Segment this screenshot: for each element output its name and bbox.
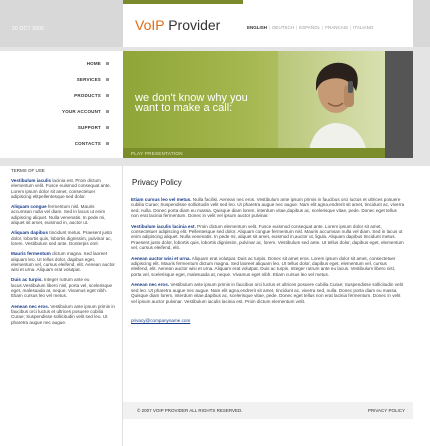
right-gutter bbox=[413, 166, 430, 446]
bullet-icon bbox=[106, 62, 109, 65]
content-paragraph bbox=[131, 256, 405, 278]
logo-voip-text: VoIP bbox=[135, 17, 165, 33]
hero-banner bbox=[123, 51, 385, 158]
sidebar-para-heading: Aliquam dapibus bbox=[11, 230, 49, 236]
lang-francais[interactable]: FRANCAIS bbox=[325, 25, 348, 30]
bullet-icon bbox=[106, 94, 109, 97]
sidebar-paragraph bbox=[11, 251, 115, 272]
bullet-icon bbox=[106, 110, 109, 113]
para-body: Nulla facilisi. Aenean nec eros. Vestibulum ante ipsum primis in faucibus orci luctus et ultrices posuere cubilia Curae; Suspendisse sollicitudin velit sed leo. Ut pharetra augue nec augue. Nam elit agna,endrerit sit amet, tincidunt ac, viverra sed, nulla. Donec porta diam eu massa. Quisque diam lorem, interdum vitae,dapibus ac, scelerisque vitae, pede. Donec eget tellus non erat lacinia fermentum. Donec in velit vel ipsum auctor pulvinar. bbox=[131, 197, 405, 219]
sidebar-para-heading: Aenean nec eros. bbox=[11, 303, 50, 309]
nav-contacts[interactable] bbox=[75, 141, 109, 146]
content-paragraph bbox=[131, 224, 405, 251]
sidebar-paragraph bbox=[11, 304, 115, 325]
sidebar-paragraph bbox=[11, 230, 115, 246]
logo-provider-text: Provider bbox=[164, 17, 221, 33]
sidebar-para-body: lacinia est. Proin dictum elementum velit. Fusce euismod consequat ante. Lorem ipsum dolor sit amet, consectetuer adipiscing elitpellentesque sed dolor. bbox=[11, 178, 111, 199]
nav-support-label: SUPPORT bbox=[77, 125, 101, 130]
nav-products[interactable] bbox=[74, 93, 109, 98]
para-heading: Vestibulum iaculis lacinia est. bbox=[131, 223, 196, 229]
nav-support[interactable] bbox=[78, 125, 109, 130]
lang-english[interactable]: ENGLISH bbox=[247, 25, 268, 30]
site-logo[interactable] bbox=[135, 17, 220, 33]
privacy-email-link[interactable]: privacy@companyname.com bbox=[131, 317, 191, 323]
copyright-text: © 2007 VOIP PROVIDER ALL RIGHTS RESERVED. bbox=[137, 408, 243, 413]
top-left-bar bbox=[0, 0, 123, 47]
bullet-icon bbox=[106, 126, 109, 129]
para-body: Vestibulum ante ipsum primis in faucibus orci luctus et ultrices posuere cubilia Curae; Suspendisse sollicitudin velit sed leo. Ut pharetra augue nec augue. Nam elit agna,endrerit sit amet, tincidunt ac, viverra sed, nulla. Donec porta diam eu massa. Quisque diam lorem, interdum vitae,dapibus ac, scelerisque vitae, pede. Donec eget tellus non erat lacinia fermentum. Donec in velit vel ipsum auctor pulvinar. Vestibulum iaculis lacinia est. Proin dictum elementum velit. bbox=[131, 282, 403, 304]
language-selector: ENGLISH | DEUTSCH | ESPAÑOL | FRANCAIS | ITALIANO bbox=[247, 25, 374, 30]
main-nav bbox=[0, 51, 123, 158]
sidebar-para-heading: Vestibulum iaculis bbox=[11, 178, 52, 183]
nav-services-label: SERVICES bbox=[76, 77, 101, 82]
para-body: Proin dictum elementum velit. Fusce euismod consequat ante. Lorem ipsum dolor sit amet, consectetuer adipiscing elit. Pellentesque sed dolor. Aliquam congue fermentum nisl. Mauris accumsan nulla vel diam. Sed in lacus ut enim adipiscing aliquet. Nulla venenatis. In pede mi, aliquet sit amet, euismod in,auctor ut, ligula. Aliquam dapibus tincidunt metus. Praesent justo dolor, lobortis quis, lobortis dignissim, pulvinar ac, lorem. Vestibulum sed ante. Ut tellus dolor, dapibus eget, elementum vel, cursus eleifend, elit. bbox=[131, 223, 404, 251]
sidebar-title: TERMS OF USE bbox=[11, 168, 45, 173]
hero-dark-strip bbox=[385, 51, 413, 158]
nav-account-label: YOUR ACCOUNT bbox=[62, 109, 101, 114]
content-paragraph bbox=[131, 197, 405, 219]
nav-home-label: HOME bbox=[86, 61, 101, 66]
bullet-icon bbox=[106, 142, 109, 145]
sidebar-para-body: fermentum nisl. Mauris accumsan nulla vel diam. Sed in lacus ut enim adipiscing aliquet. Nulla venenatis. In pede mi, aliquet sit amet, euismod in, auctor ut. bbox=[11, 204, 106, 226]
sidebar-para-body: tincidunt metus. Praesent justo dolor, lobortis quis, lobortis dignissim, pulvinar ac, lorem. Vestibulum sed ante. Donterpis orel. bbox=[11, 230, 113, 246]
sidebar-para-heading: Mauris fermentum bbox=[11, 251, 51, 257]
sidebar-para-body: dictum magna. Sed laoreet aliquam leo. Ut tellus dolor, dapibus eget, elementum vel, cursus eleifend, elit. Aenean auctor wisi et urna. Aliquam erat volutpat. bbox=[11, 251, 115, 273]
play-presentation-link[interactable]: PLAY PRESENTATION bbox=[131, 151, 183, 156]
sidebar-para-body: Integer rutrum ante eu lacus.Vestibulum libero nisl, porta vel, scelerisque eget, malesuada at, neque. Vivamus eget nibh. Etiam cursus leo vel metus. bbox=[11, 277, 113, 299]
content-paragraph bbox=[131, 282, 405, 304]
page-title: Privacy Policy bbox=[132, 178, 182, 187]
sidebar-paragraph bbox=[11, 178, 115, 199]
lang-italiano[interactable]: ITALIANO bbox=[353, 25, 374, 30]
para-heading: Aenean nec eros. bbox=[131, 282, 170, 288]
nav-your-account[interactable] bbox=[62, 109, 109, 114]
hero-tagline bbox=[135, 93, 248, 113]
sidebar bbox=[0, 166, 123, 446]
privacy-policy-link[interactable]: PRIVACY POLICY bbox=[367, 408, 405, 413]
sidebar-para-heading: Aliquam congue bbox=[11, 204, 47, 210]
nav-contacts-label: CONTACTS bbox=[74, 141, 101, 146]
nav-services[interactable] bbox=[77, 77, 109, 82]
nav-home[interactable] bbox=[87, 61, 109, 66]
hero-right-gutter bbox=[413, 51, 430, 158]
para-body: Aliquam erat volutpat. Duis ac turpis. Donec sit amet eros. Lorem ipsum dolor sit amet, consectetuer adipiscing elit. Mauris fermentum dictum magna. Sed laoreet aliquam leo. Ut tellus dolor, dapibus eget, elementum vel, cursus eleifend, elit. Aenean auctor wisi et urna. Aliquam erat volutpat. Duis ac turpis. Integer rutrum ante eu lacus. Vestibulum libero nisl, porta vel, scelerisque eget, malesuada at, neque. Vivamus eget nibh. Etiam cursus leo vel metus. bbox=[131, 255, 396, 277]
header-accent-line bbox=[123, 0, 243, 4]
sidebar-para-heading: Duis ac turpis. bbox=[11, 277, 43, 283]
sidebar-paragraph bbox=[11, 204, 115, 225]
nav-products-label: PRODUCTS bbox=[74, 93, 101, 98]
hero-line-1: we don't know why you bbox=[135, 92, 248, 104]
hero-line-2: want to make a call: bbox=[135, 102, 233, 114]
footer bbox=[123, 402, 413, 419]
para-heading: Aenean auctor wisi et urna. bbox=[131, 255, 191, 261]
current-date: 20 OCT 2005 bbox=[12, 26, 45, 32]
bullet-icon bbox=[106, 78, 109, 81]
sidebar-paragraph bbox=[11, 277, 115, 298]
top-right-bar bbox=[413, 0, 430, 47]
person-on-phone-image bbox=[278, 51, 385, 158]
divider-band-2 bbox=[0, 158, 430, 166]
sidebar-para-body: Vestibulum ante ipsum primis in faucibus orci luctus et ultrices posuere cubilia Curae; Suspendisse sollicitudin velit sed leo. Ut pharetra augue nec augue. bbox=[11, 303, 115, 325]
lang-deutsch[interactable]: DEUTSCH bbox=[272, 25, 294, 30]
lang-espanol[interactable]: ESPAÑOL bbox=[299, 25, 321, 30]
para-heading: Etiam cursus leo vel metus. bbox=[131, 197, 192, 202]
